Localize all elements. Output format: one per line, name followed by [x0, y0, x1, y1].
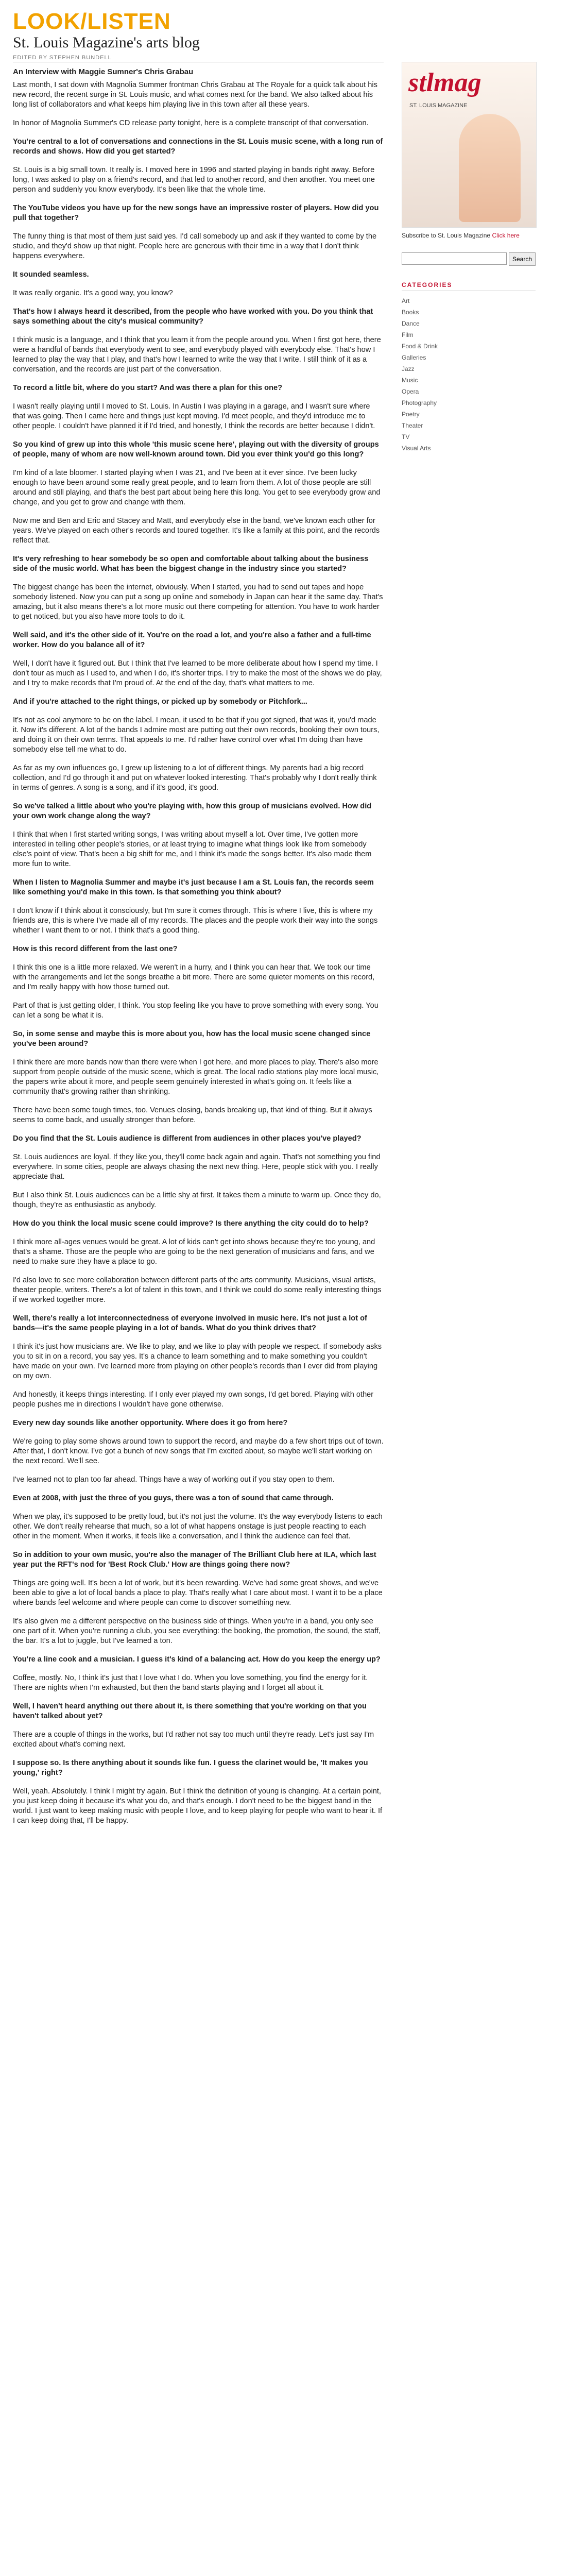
subscribe-text — [402, 232, 536, 239]
category-link[interactable]: Music — [402, 377, 418, 384]
interview-question: How do you think the local music scene could improve? Is there anything the city could do to help? — [13, 1219, 369, 1228]
category-link[interactable]: Art — [402, 297, 410, 304]
interview-answer: The funny thing is that most of them just said yes. I'd call somebody up and ask if they wanted to come by the studio, and they'd show up that night. People here are generous with their time in a way that I don't think happens everywhere. — [13, 232, 377, 260]
sidebar — [402, 62, 536, 454]
category-link[interactable]: Books — [402, 309, 419, 316]
interview-answer: I think this one is a little more relaxed. We weren't in a hurry, and I think you can hear that. We took our time with the arrangements and let the songs breathe a bit more. There are some quieter moments on this record, and I'm really happy with how those turned out. — [13, 963, 375, 991]
search-input[interactable] — [402, 252, 507, 265]
masthead — [13, 9, 384, 61]
interview-question: Well said, and it's the other side of it. You're on the road a lot, and you're also a father and a full-time worker. How do you balance all of it? — [13, 631, 371, 649]
interview-answer: Things are going well. It's been a lot of work, but it's been rewarding. We've had some great shows, and we've been able to give a lot of local bands a place to play. That's really what I care about most. I want it to be a place where bands feel welcome and where people can come to discover something new. — [13, 1579, 383, 1607]
category-link[interactable]: Galleries — [402, 354, 426, 361]
category-link[interactable]: Poetry — [402, 411, 420, 418]
interview-answer: But I also think St. Louis audiences can be a little shy at first. It takes them a minute to warm up. Once they do, though, they're as enthusiastic as anybody. — [13, 1191, 381, 1209]
cover-photo — [459, 114, 521, 222]
article-body — [13, 80, 384, 1826]
interview-answer: It's also given me a different perspective on the business side of things. When you're in a band, you only see one part of it. When you're running a club, you see everything: the booking, the promotion, the sound, the staff, the bar. It's a lot to juggle, but I've learned a ton. — [13, 1617, 381, 1645]
interview-question: You're a line cook and a musician. I guess it's kind of a balancing act. How do you keep the energy up? — [13, 1655, 381, 1664]
interview-answer: Now me and Ben and Eric and Stacey and Matt, and everybody else in the band, we've known each other for years. We've played on each other's records and toured together. It's like a family at this point, and the records reflect that. — [13, 517, 380, 545]
category-link[interactable]: Dance — [402, 320, 420, 327]
interview-answer: I think it's just how musicians are. We like to play, and we like to play with people we respect. If somebody asks you to sit in on a record, you say yes. It's a chance to learn something and to make something you couldn't have made on your own. I've learned more from playing on other people's records than I ever did from playing on my own. — [13, 1343, 382, 1380]
category-link[interactable]: Jazz — [402, 365, 415, 372]
interview-question: Every new day sounds like another opportunity. Where does it go from here? — [13, 1419, 288, 1427]
blog-brand[interactable]: LOOK/LISTEN — [13, 9, 171, 34]
interview-answer: There have been some tough times, too. Venues closing, bands breaking up, that kind of thing. But it always seems to come back, and usually stronger than before. — [13, 1106, 372, 1124]
interview-question: It sounded seamless. — [13, 270, 89, 279]
interview-answer: St. Louis is a big small town. It really is. I moved here in 1996 and started playing in bands right away. Before long, I was asked to play on a friend's record, and that led to another record, and then another. You meet one person and suddenly you know everybody. It's been like that the whole time. — [13, 166, 375, 194]
interview-answer: We're going to play some shows around town to support the record, and maybe do a few short trips out of town. After that, I don't know. I've got a bunch of new songs that I'm excited about, so maybe we'll start working on the next record. We'll see. — [13, 1437, 384, 1465]
interview-question: So we've talked a little about who you're playing with, how this group of musicians evolved. How did your own work change along the way? — [13, 802, 372, 820]
cover-logo: stlmag — [408, 68, 481, 97]
interview-question: The YouTube videos you have up for the new songs have an impressive roster of players. How did you pull that together? — [13, 204, 379, 222]
interview-question: That's how I always heard it described, from the people who have worked with you. Do you think that says something about the city's musical community? — [13, 308, 373, 326]
interview-answer: Last month, I sat down with Magnolia Summer frontman Chris Grabau at The Royale for a quick talk about his new record, the recent surge in St. Louis music, and what comes next for the band. We also talked about his long list of collaborators and what keeps him playing live in this town after all these years. — [13, 81, 377, 109]
interview-answer: It's not as cool anymore to be on the label. I mean, it used to be that if you got signed, that was it, you'd made it. Now it's different. A lot of the bands I admire most are putting out their own records, booking their own tours, and doing it on their own terms. That appeals to me. I'd rather have control over what I'm doing than have somebody else tell me what to do. — [13, 716, 380, 754]
cover-issue: ST. LOUIS MAGAZINE — [409, 103, 468, 109]
blog-tagline: St. Louis Magazine's arts blog — [13, 34, 200, 51]
interview-question: Well, I haven't heard anything out there about it, is there something that you're working on that you haven't talked about yet? — [13, 1702, 367, 1720]
interview-answer: It was really organic. It's a good way, you know? — [13, 289, 173, 297]
interview-question: When I listen to Magnolia Summer and maybe it's just because I am a St. Louis fan, the records seem like something you'd make in this town. Is that something you think about? — [13, 878, 374, 896]
interview-question: So in addition to your own music, you're also the manager of The Brilliant Club here at ILA, which last year put the RFT's nod for 'Best Rock Club.' How are things going there now? — [13, 1551, 376, 1569]
interview-question: So, in some sense and maybe this is more about you, how has the local music scene changed since you've been around? — [13, 1030, 371, 1048]
interview-answer: I don't know if I think about it consciously, but I'm sure it comes through. This is where I live, this is where my friends are, this is where I've made all of my records. The places and the people work their way into the songs whether I want them to or not. I think that's a good thing. — [13, 907, 378, 935]
article-title[interactable]: An Interview with Maggie Sumner's Chris Grabau — [13, 67, 194, 76]
interview-question: You're central to a lot of conversations and connections in the St. Louis music scene, with a long run of records and shows. How did you get started? — [13, 138, 383, 156]
article — [13, 62, 384, 1835]
interview-question: It's very refreshing to hear somebody be so open and comfortable about talking about the business side of the music world. What has been the biggest change in the industry since you started? — [13, 555, 369, 573]
subscribe-label: Subscribe to St. Louis Magazine — [402, 232, 491, 239]
interview-answer: I'm kind of a late bloomer. I started playing when I was 21, and I've been at it ever since. I've been lucky enough to have been around some really great people, and to learn from them. A lot of those people are still around and still playing, and that's the best part about being here this long. You get to see everybody grow and change, and you get to grow and change with them. — [13, 469, 381, 506]
interview-answer: Well, I don't have it figured out. But I think that I've learned to be more deliberate about how I spend my time. I don't tour as much as I used to, and when I do, it's shorter trips. I try to make the most of the shows we do play, and I try to make records that I'm proud of. At the end of the day, that's what matters to me. — [13, 659, 382, 687]
interview-answer: Coffee, mostly. No, I think it's just that I love what I do. When you love something, you find the energy for it. There are nights when I'm exhausted, but then the band starts playing and I forget all about it. — [13, 1674, 368, 1692]
interview-answer: I think that when I first started writing songs, I was writing about myself a lot. Over time, I've gotten more interested in telling other people's stories, or at least trying to imagine what things look like from somebody else's point of view. That's been a big shift for me, and I think it's made the songs better. It's also made them more fun to write. — [13, 831, 372, 868]
category-link[interactable]: Photography — [402, 399, 437, 406]
category-link[interactable]: Visual Arts — [402, 445, 431, 452]
category-link[interactable]: Theater — [402, 422, 423, 429]
interview-answer: I think more all-ages venues would be great. A lot of kids can't get into shows because they're too young, and that's a shame. Those are the people who are going to be the next generation of musicians and fans, and we need to make sure they have a place to go. — [13, 1238, 375, 1266]
magazine-cover[interactable] — [402, 62, 537, 228]
interview-answer: There are a couple of things in the works, but I'd rather not say too much until they're ready. Let's just say I'm excited about what's coming next. — [13, 1731, 374, 1749]
interview-question: How is this record different from the last one? — [13, 945, 178, 953]
search-button[interactable]: Search — [509, 252, 536, 266]
interview-question: So you kind of grew up into this whole 'this music scene here', playing out with the diversity of groups of people, many of whom are now well-known around town. Did you ever think you'd go this long? — [13, 440, 379, 459]
interview-question: I suppose so. Is there anything about it sounds like fun. I guess the clarinet would be, 'It makes you young,' right? — [13, 1759, 368, 1777]
categories-heading: CATEGORIES — [402, 281, 536, 291]
interview-answer: St. Louis audiences are loyal. If they like you, they'll come back again and again. That's not something you find everywhere. In some cities, people are always chasing the next new thing. Here, people stick with you. I really appreciate that. — [13, 1153, 381, 1181]
interview-answer: I think music is a language, and I think that you learn it from the people around you. When I first got here, there were a handful of bands that everybody went to see, and everybody played with everybody else. That's how I learned to play the way that I play, and that's how I learned to write the way that I write. I still think of it as a conversation, and the records are just part of the conversation. — [13, 336, 381, 374]
interview-question: Well, there's really a lot interconnectedness of everyone involved in music here. It's not just a lot of bands—it's the same people playing in a lot of bands. What do you think drives that? — [13, 1314, 367, 1332]
interview-answer: When we play, it's supposed to be pretty loud, but it's not just the volume. It's the way everybody listens to each other. We don't really rehearse that much, so a lot of what happens onstage is just people reacting to each other in the moment. When it works, it feels like a conversation, and I think the audience can feel that. — [13, 1513, 383, 1540]
interview-question: Do you find that the St. Louis audience is different from audiences in other places you've played? — [13, 1134, 362, 1143]
search-box — [402, 252, 536, 266]
interview-answer: I've learned not to plan too far ahead. Things have a way of working out if you stay open to them. — [13, 1476, 335, 1484]
interview-answer: The biggest change has been the internet, obviously. When I started, you had to send out tapes and hope somebody listened. Now you can put a song up online and somebody in Japan can hear it the same day. That's amazing, but it also means there's a lot more music out there competing for attention. You have to work harder to get noticed, but you also have more tools to do it. — [13, 583, 383, 621]
interview-answer: In honor of Magnolia Summer's CD release party tonight, here is a complete transcript of that conversation. — [13, 119, 369, 127]
interview-answer: And honestly, it keeps things interesting. If I only ever played my own songs, I'd get bored. Playing with other people pushes me in directions I wouldn't have gone otherwise. — [13, 1391, 374, 1409]
interview-answer: As far as my own influences go, I grew up listening to a lot of different things. My parents had a big record collection, and I'd go through it and put on whatever looked interesting. That's probably why I don't really think in terms of genres. A song is a song, and if it's good, it's good. — [13, 764, 377, 792]
category-link[interactable]: Food & Drink — [402, 343, 438, 350]
blog-editor: EDITED BY STEPHEN BUNDELL — [13, 55, 112, 61]
interview-answer: I think there are more bands now than there were when I got here, and more places to play. There's also more support from people outside of the music scene, which is great. The local radio stations play more local music, the papers write about it more, and people seem genuinely interested in what's going on. It feels like a community that's growing rather than shrinking. — [13, 1058, 379, 1096]
interview-question: And if you're attached to the right things, or picked up by somebody or Pitchfork... — [13, 698, 307, 706]
interview-answer: Well, yeah. Absolutely. I think I might try again. But I think the definition of young is changing. At a certain point, you just keep doing it because it's what you do, and that's enough. I don't need to be the biggest band in the world. I just want to keep making music with people I love, and to keep playing for people who want to hear it. If I can keep doing that, I'll be happy. — [13, 1787, 383, 1825]
interview-answer: I wasn't really playing until I moved to St. Louis. In Austin I was playing in a garage, and I wasn't sure where that was going. Then I came here and things just kept moving. I'd meet people, and they'd introduce me to other people. I couldn't have planned it if I'd tried, and honestly, I think the records are better because I didn't. — [13, 402, 375, 430]
interview-question: To record a little bit, where do you start? And was there a plan for this one? — [13, 384, 283, 392]
interview-question: Even at 2008, with just the three of you guys, there was a ton of sound that came through. — [13, 1494, 334, 1502]
interview-answer: I'd also love to see more collaboration between different parts of the arts community. Musicians, visual artists, theater people, writers. There's a lot of talent in this town, and I think we could do some really interesting things if we worked together more. — [13, 1276, 382, 1304]
category-link[interactable]: Opera — [402, 388, 419, 395]
category-link[interactable]: TV — [402, 433, 410, 440]
categories-list — [402, 295, 536, 454]
interview-answer: Part of that is just getting older, I think. You stop feeling like you have to prove something with every song. You can let a song be what it is. — [13, 1002, 378, 1020]
category-link[interactable]: Film — [402, 331, 414, 338]
subscribe-link[interactable]: Click here — [492, 232, 520, 239]
